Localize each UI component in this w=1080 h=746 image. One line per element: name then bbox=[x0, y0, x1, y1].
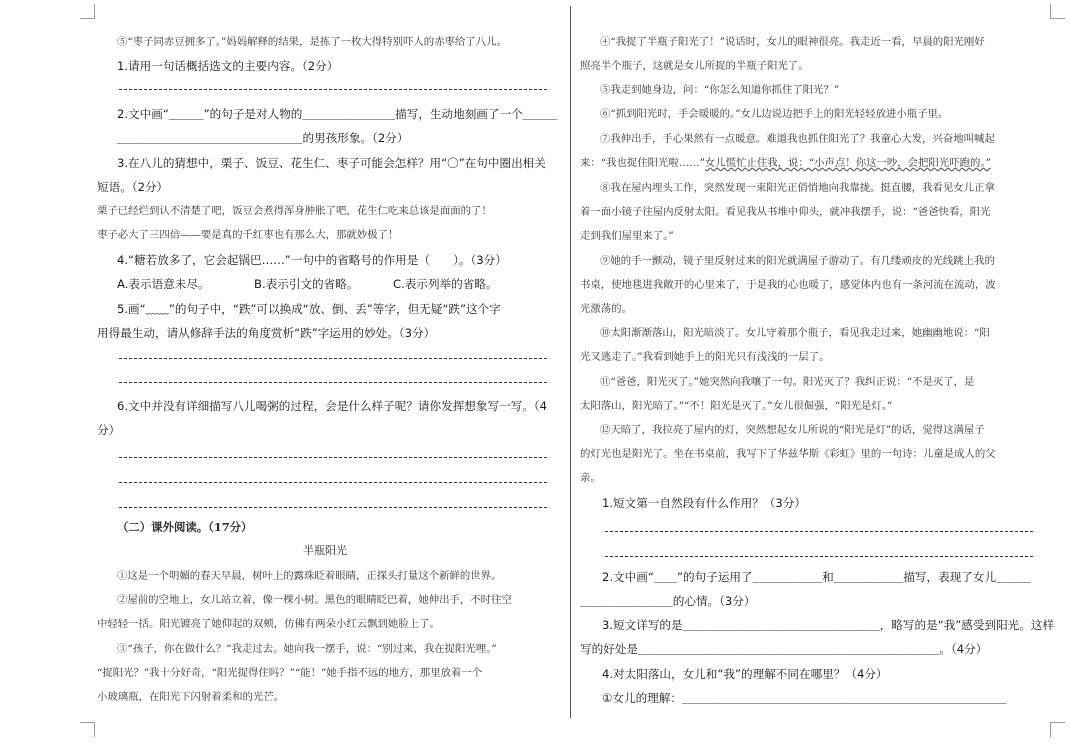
question-5-line-1: 5.画“﹏﹏”的句子中，“跌”可以换成“放、倒、丢”等字，但无疑“跌”这个字 bbox=[117, 302, 501, 316]
question-2-line-1: 2.文中画“＿＿”的句子运用了＿＿＿＿＿＿和＿＿＿＿＿＿描写，表现了女儿＿＿＿ bbox=[602, 570, 1031, 584]
passage-paragraph-5: ⑤我走到她身边，问：“你怎么知道你抓住了阳光？” bbox=[600, 84, 840, 96]
passage-paragraph-6: ⑥“抓到阳光时，手会暖暖的。”女儿边说边把手上的阳光轻轻放进小瓶子里。 bbox=[600, 108, 949, 120]
passage-paragraph-2-cont: 中轻轻一括。阳光镀亮了她仰起的双颊，仿佛有两朵小红云飘到她脸上了。 bbox=[97, 618, 440, 630]
answer-line[interactable] bbox=[119, 89, 547, 90]
question-3-line-1: 3.在八儿的猜想中，栗子、饭豆、花生仁、枣子可能会怎样？用“〇”在句中圈出相关 bbox=[117, 156, 546, 170]
passage-paragraph-11: ⑪“爸爸，阳光灭了。”她突然向我嚷了一句。阳光灭了？我纠正说：“不是灭了，是 bbox=[600, 376, 975, 388]
passage-paragraph-9-end: 光激荡的。 bbox=[580, 303, 632, 315]
option-a[interactable]: A.表示语意未尽。 bbox=[117, 277, 210, 291]
answer-line[interactable] bbox=[119, 507, 547, 508]
answer-line[interactable] bbox=[119, 482, 547, 483]
paragraph-5: ⑤“枣子同赤豆拥多了。”妈妈解释的结果，是拣了一枚大得特别吓人的赤枣给了八儿。 bbox=[117, 36, 507, 48]
question-3-text-2: 枣子必大了三四倍——要是真的千红枣也有那么大，那就妙极了！ bbox=[97, 229, 399, 241]
question-3-text-1: 栗子已经烂到认不清楚了吧，饭豆会煮得浑身肿胀了吧，花生仁吃来总该是面面的了！ bbox=[97, 205, 492, 217]
passage-paragraph-9: ⑨她的手一颤动，镜子里反射过来的阳光就满屋子游动了。有几缕顽皮的光线跳上我的 bbox=[600, 255, 995, 267]
crop-mark-top-right bbox=[1050, 4, 1065, 19]
question-2-line-2: ＿＿＿＿＿＿＿＿的心情。（3分） bbox=[580, 594, 756, 608]
passage-paragraph-8: ⑧我在屋内埋头工作，突然发现一束阳光正俏悄地向我靠拢。挺直腰，我看见女儿正拿 bbox=[600, 182, 995, 194]
answer-line[interactable] bbox=[119, 382, 547, 383]
passage-paragraph-10: ⑩太阳渐渐落山，阳光暗淡了。女儿守着那个瓶子，看见我走过来，她幽幽地说：“阳 bbox=[600, 327, 990, 339]
crop-mark-top-left bbox=[80, 4, 95, 19]
question-1: 1.短文第一自然段有什么作用？（3分） bbox=[602, 496, 806, 510]
passage-paragraph-11-cont: 太阳落山，阳光暗了。”“不！阳光是灭了。”女儿很倔强，“阳光是灯。” bbox=[580, 400, 893, 412]
passage-title: 半瓶阳光 bbox=[303, 544, 347, 557]
column-divider bbox=[570, 6, 571, 718]
passage-paragraph-12: ⑫天暗了，我拉亮了屋内的灯，突然想起女儿所说的“阳光是灯”的话，觉得这满屋子 bbox=[600, 424, 985, 436]
passage-paragraph-8-cont: 着一面小镜子往屋内反射太阳。看见我从书堆中仰头，就冲我摆手，说：“爸爸快看，阳光 bbox=[580, 206, 991, 218]
passage-paragraph-12-cont: 的灯光也是阳光了。坐在书桌前，我写下了华兹华斯《彩虹》里的一句诗：儿童是成人的父 bbox=[580, 448, 996, 460]
section-heading: （二）课外阅读。（17分） bbox=[117, 520, 253, 534]
option-b[interactable]: B.表示引文的省略。 bbox=[254, 277, 359, 291]
question-2-line-1: 2.文中画“＿＿＿”的句子是对人物的＿＿＿＿＿＿＿＿描写，生动地刻画了一个＿＿＿ bbox=[117, 107, 558, 121]
question-4-answer-1: ①女儿的理解：＿＿＿＿＿＿＿＿＿＿＿＿＿＿＿＿＿＿＿＿＿＿＿＿＿＿＿＿ bbox=[602, 691, 1007, 705]
answer-line[interactable] bbox=[119, 358, 547, 359]
question-1: 1.请用一句话概括选文的主要内容。（2分） bbox=[117, 59, 339, 73]
passage-paragraph-3-cont: “捉阳光？”我十分好奇，“阳光捉得住吗？”“能！”她手指不远的地方，那里放着一个 bbox=[97, 667, 483, 679]
question-6-line-2: 分） bbox=[97, 423, 121, 437]
passage-paragraph-7: ⑦我伸出手，手心果然有一点暖意。难道我也抓住阳光了？我童心大发，兴奋地叫喊起 bbox=[600, 133, 995, 145]
paragraph-7-text: 来：“我也捉住阳光啦……” bbox=[580, 157, 705, 169]
answer-line[interactable] bbox=[605, 531, 1033, 532]
passage-paragraph-7-cont bbox=[580, 155, 991, 171]
question-6-line-1: 6.文中并没有详细描写八儿喝粥的过程，会是什么样子呢？请你发挥想象写一写。（4 bbox=[117, 399, 548, 413]
answer-line[interactable] bbox=[119, 457, 547, 458]
passage-paragraph-2: ②屋前的空地上，女儿站立着，像一棵小树。黑色的眼睛眨巴着，她伸出手，不时往空 bbox=[117, 594, 512, 606]
passage-paragraph-8-end: 走到我们屋里来了。” bbox=[580, 230, 674, 242]
question-3-line-2: 写的好处是＿＿＿＿＿＿＿＿＿＿＿＿＿＿＿＿＿＿＿＿＿＿＿＿＿＿。（4分） bbox=[580, 642, 988, 656]
question-2-line-2: ＿＿＿＿＿＿＿＿＿＿＿＿＿＿＿＿的男孩形象。（2分） bbox=[117, 131, 409, 145]
underlined-sentence: 女儿慌忙止住我，说：“小声点！你这一吵，会把阳光吓跑的。” bbox=[704, 157, 991, 169]
question-5-line-2: 用得最生动，请从修辞手法的角度赏析“跌”字运用的妙处。（3分） bbox=[97, 326, 436, 340]
passage-paragraph-9-cont: 书桌，使地毯进我敞开的心里来了，于是我的心也暖了，感觉体内也有一条河流在流动，波 bbox=[580, 279, 996, 291]
passage-paragraph-3-end: 小玻璃瓶，在阳光下闪射着柔和的光芒。 bbox=[97, 691, 285, 703]
passage-paragraph-4: ④“我捉了半瓶子阳光了！”说话时，女儿的眼神很亮。我走近一看，早晨的阳光刚好 bbox=[600, 36, 985, 48]
crop-mark-bottom-right bbox=[1050, 722, 1065, 737]
question-4: 4.对太阳落山，女儿和“我”的理解不同在哪里？（4分） bbox=[602, 667, 888, 681]
passage-paragraph-12-end: 亲。 bbox=[580, 472, 601, 484]
answer-line[interactable] bbox=[605, 556, 1033, 557]
question-3-line-2: 短语。（2分） bbox=[97, 180, 169, 194]
passage-paragraph-10-cont: 光又逃走了。”我看到她手上的阳光只有浅浅的一层了。 bbox=[580, 351, 830, 363]
question-3-line-1: 3.短文详写的是＿＿＿＿＿＿＿＿＿＿＿＿＿＿＿＿＿，略写的是“我”感受到阳光。这样 bbox=[602, 618, 1055, 632]
crop-mark-bottom-left bbox=[80, 722, 95, 737]
option-c[interactable]: C.表示列举的省略。 bbox=[393, 277, 498, 291]
passage-paragraph-1: ①这是一个明媚的春天早晨，树叶上的露珠眨着眼睛，正探头打量这个新鲜的世界。 bbox=[117, 570, 502, 582]
passage-paragraph-4-cont: 照亮半个瓶子，这就是女儿所捉的半瓶子阳光了。 bbox=[580, 60, 809, 72]
passage-paragraph-3: ③“孩子，你在做什么？”我走过去。她向我一摆手，说：“别过来，我在捉阳光哩。” bbox=[117, 643, 497, 655]
question-4: 4.“糖若放多了，它会起锅巴……”一句中的省略号的作用是（ ）。（3分） bbox=[117, 253, 507, 267]
